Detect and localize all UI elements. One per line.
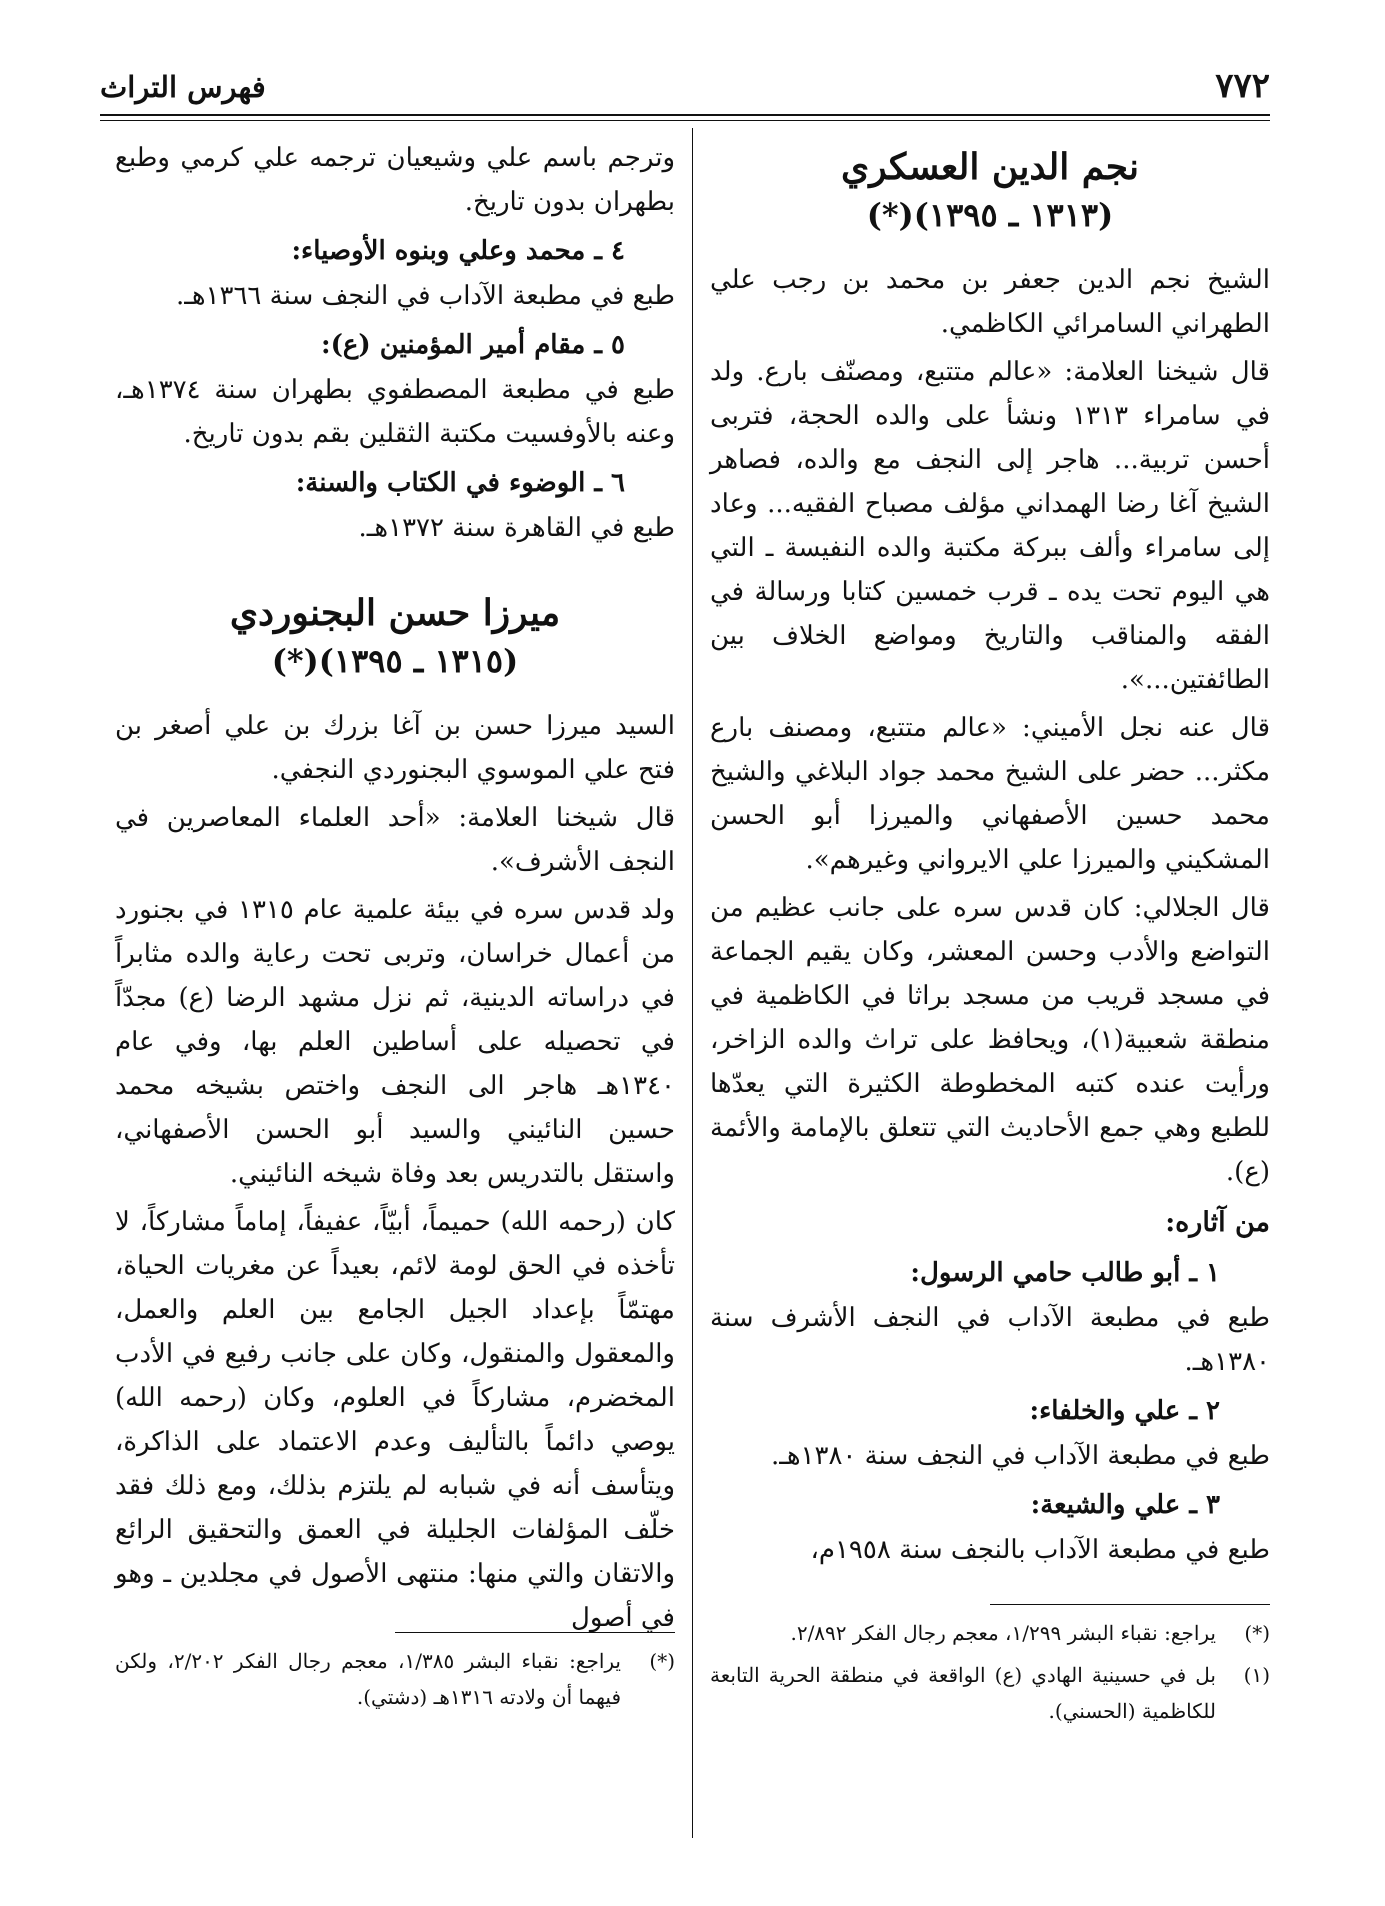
footnote-text: يراجع: نقباء البشر ١/٢٩٩، معجم رجال الفكر ٢/٨٩٢.	[790, 1621, 1216, 1645]
footnote	[710, 1615, 1270, 1651]
footnote-rule	[395, 1632, 675, 1633]
footnote-mark: (*)	[1244, 1621, 1270, 1645]
publication-note: طبع في مطبعة المصطفوي بطهران سنة ١٣٧٤هـ، وعنه بالأوفسيت مكتبة الثقلين بقم بدون تاريخ.	[115, 375, 675, 449]
work-title: ٥ ـ مقام أمير المؤمنين (ع):	[320, 330, 625, 360]
paragraph: قال عنه نجل الأميني: «عالم متتبع، ومصنف بارع مكثر... حضر على الشيخ محمد جواد البلاغي والشيخ محمد حسين الأصفهاني والميرزا أبو الحسن المشكيني والميرزا علي الايرواني وغيرهم».	[710, 713, 1270, 875]
footnote	[710, 1657, 1270, 1729]
biography-title: ميرزا حسن البجنوردي	[229, 592, 561, 634]
works-heading: من آثاره:	[1165, 1207, 1270, 1238]
right-footnotes	[710, 1604, 1270, 1735]
left-footnotes	[115, 1632, 675, 1721]
footnote-mark: (١)	[1243, 1663, 1270, 1687]
footnote-text: يراجع: نقباء البشر ١/٣٨٥، معجم رجال الفكر ٢/٢٠٢، ولكن فيهما أن ولادته ١٣١٦هـ (دشتي).	[115, 1649, 621, 1709]
work-title: ٢ ـ علي والخلفاء:	[1029, 1396, 1220, 1426]
paragraph: كان (رحمه الله) حميماً، أبيّاً، عفيفاً، إماماً مشاركاً، لا تأخذه في الحق لومة لائم، بعيداً عن مغريات الحياة، مهتمّاً بإعداد الجيل الجامع بين العلم والعمل، والمعقول والمنقول، وكان على جانب رفيع في الأدب المخضرم، مشاركاً في العلوم، وكان (رحمه الله) يوصي دائماً بالتأليف وعدم الاعتماد على الذاكرة، ويتأسف أنه في شبابه لم يلتزم بذلك، ومع ذلك فقد خلّف المؤلفات الجليلة في العمق والتحقيق الرائع والاتقان والتي منها: منتهى الأصول في مجلدين ـ وهو في أصول	[115, 1207, 676, 1633]
paragraph: قال شيخنا العلامة: «عالم متتبع، ومصنّف بارع. ولد في سامراء ١٣١٣ ونشأ على والده الحجة، فتربى أحسن تربية... هاجر إلى النجف مع والده، فصاهر الشيخ آغا رضا الهمداني مؤلف مصباح الفقيه... وعاد إلى سامراء وألف ببركة مكتبة والده النفيسة ـ التي هي اليوم تحت يده ـ قرب خمسين كتابا ورسالة في الفقه والمناقب والتاريخ ومواضع الخلاف بين الطائفتين...».	[710, 357, 1270, 695]
footnote-text: بل في حسينية الهادي (ع) الواقعة في منطقة الحرية التابعة للكاظمية (الحسني).	[710, 1663, 1216, 1723]
publication-note: طبع في القاهرة سنة ١٣٧٢هـ.	[358, 513, 675, 543]
paragraph: الشيخ نجم الدين جعفر بن محمد بن رجب علي الطهراني السامرائي الكاظمي.	[710, 265, 1270, 339]
work-title: ٦ ـ الوضوء في الكتاب والسنة:	[295, 468, 625, 498]
continuation-paragraph: وترجم باسم علي وشيعيان ترجمه علي كرمي وطبع بطهران بدون تاريخ.	[115, 143, 675, 217]
publication-note: طبع في مطبعة الآداب في النجف سنة ١٣٨٠هـ.	[770, 1441, 1270, 1471]
footnote	[115, 1643, 675, 1715]
biography-dates: (١٣١٥ ـ ١٣٩٥)(*)	[271, 642, 519, 680]
right-column	[710, 136, 1270, 1576]
left-column	[115, 136, 675, 1644]
footnote-mark: (*)	[649, 1649, 675, 1673]
biography-dates: (١٣١٣ ـ ١٣٩٥)(*)	[866, 196, 1114, 234]
paragraph: قال شيخنا العلامة: «أحد العلماء المعاصرين في النجف الأشرف».	[115, 803, 675, 877]
paragraph: قال الجلالي: كان قدس سره على جانب عظيم من التواضع والأدب وحسن المعشر، وكان يقيم الجماعة في مسجد قريب من مسجد براثا في الكاظمية في منطقة شعبية(١)، ويحافظ على تراث والده الزاخر، ورأيت عنده كتبه المخطوطة الكثيرة التي يعدّها للطبع وهي جمع الأحاديث التي تتعلق بالإمامة والأئمة (ع).	[710, 893, 1270, 1187]
header-rule-thin	[100, 120, 1270, 121]
work-title: ٣ ـ علي والشيعة:	[1030, 1490, 1220, 1520]
page-header	[100, 58, 1270, 110]
running-title: فهرس التراث	[100, 70, 266, 104]
publication-note: طبع في مطبعة الآداب بالنجف سنة ١٩٥٨م،	[810, 1535, 1270, 1565]
paragraph: ولد قدس سره في بيئة علمية عام ١٣١٥ في بجنورد من أعمال خراسان، وتربى تحت رعاية والده مثابراً في دراساته الدينية، ثم نزل مشهد الرضا (ع) مجدّاً في تحصيله على أساطين العلم بها، وفي عام ١٣٤٠هـ هاجر الى النجف واختص بشيخه محمد حسين النائيني والسيد أبو الحسن الأصفهاني، واستقل بالتدريس بعد وفاة شيخه النائيني.	[115, 895, 676, 1189]
page-number: ٧٧٢	[1215, 66, 1270, 106]
work-title: ١ ـ أبو طالب حامي الرسول:	[910, 1258, 1220, 1288]
publication-note: طبع في مطبعة الآداب في النجف الأشرف سنة ١٣٨٠هـ.	[710, 1303, 1270, 1377]
footnote-rule	[990, 1604, 1270, 1605]
biography-title: نجم الدين العسكري	[841, 146, 1139, 188]
header-rule	[100, 114, 1270, 116]
column-divider	[692, 128, 693, 1838]
paragraph: السيد ميرزا حسن بن آغا بزرك بن علي أصغر بن فتح علي الموسوي البجنوردي النجفي.	[115, 711, 675, 785]
publication-note: طبع في مطبعة الآداب في النجف سنة ١٣٦٦هـ.	[175, 281, 675, 311]
work-title: ٤ ـ محمد وعلي وبنوه الأوصياء:	[291, 236, 625, 266]
